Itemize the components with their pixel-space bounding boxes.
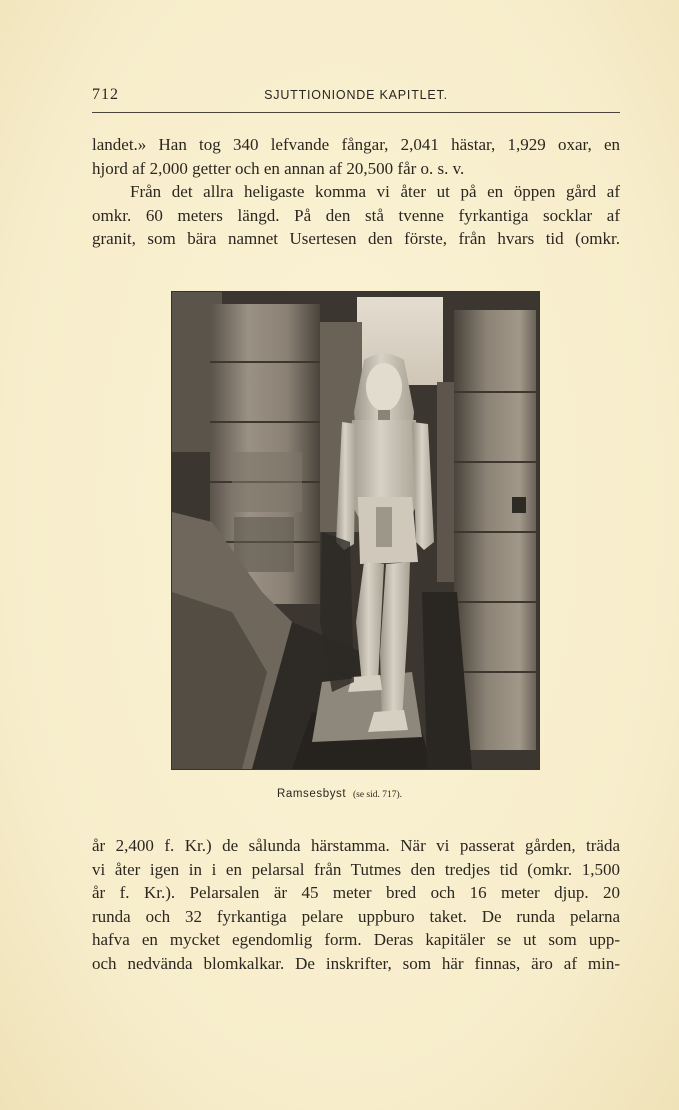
text-line: landet.» Han tog 340 lefvande fångar, 2,041 hästar, 1,929 oxar, en [92,135,620,154]
text-line: granit, som bära namnet Usertesen den förste, från hvars tid (omkr. [92,229,620,248]
text-line: hafva en mycket egendomlig form. Deras kapitäler se ut som upp- [92,930,620,949]
text-line: omkr. 60 meters längd. På den stå tvenne fyrkantiga socklar af [92,205,620,225]
text-line: vi åter igen in i en pelarsal från Tutmes den tredjes tid (omkr. 1,500 [92,859,620,879]
caption-reference: (se sid. 717). [352,790,403,800]
top-paragraphs [92,133,620,251]
text-line: år f. Kr.). Pelarsalen är 45 meter bred och 16 meter djup. 20 [92,883,620,902]
text-line: och nedvända blomkalkar. De inskrifter, som här finnas, äro af min- [92,953,620,973]
text-line: hjord af 2,000 getter och en annan af 20,500 får o. s. v. [92,158,465,178]
bottom-paragraphs [92,834,620,975]
caption-title: Ramsesbyst [276,788,347,800]
running-head: SJUTTIONIONDE KAPITLET. [264,88,448,102]
text-line: år 2,400 f. Kr.) de sålunda härstamma. När vi passerat gården, träda [92,836,620,855]
page-header [92,86,620,113]
figure-caption [0,788,679,800]
text-line: runda och 32 fyrkantiga pelare uppburo taket. De runda pelarna [92,906,620,926]
text-line: Från det allra heligaste komma vi åter ut på en öppen gård af [130,182,620,201]
page-number: 712 [92,86,119,103]
ramses-statue-photo [171,291,540,770]
photo-illustration [172,292,539,769]
